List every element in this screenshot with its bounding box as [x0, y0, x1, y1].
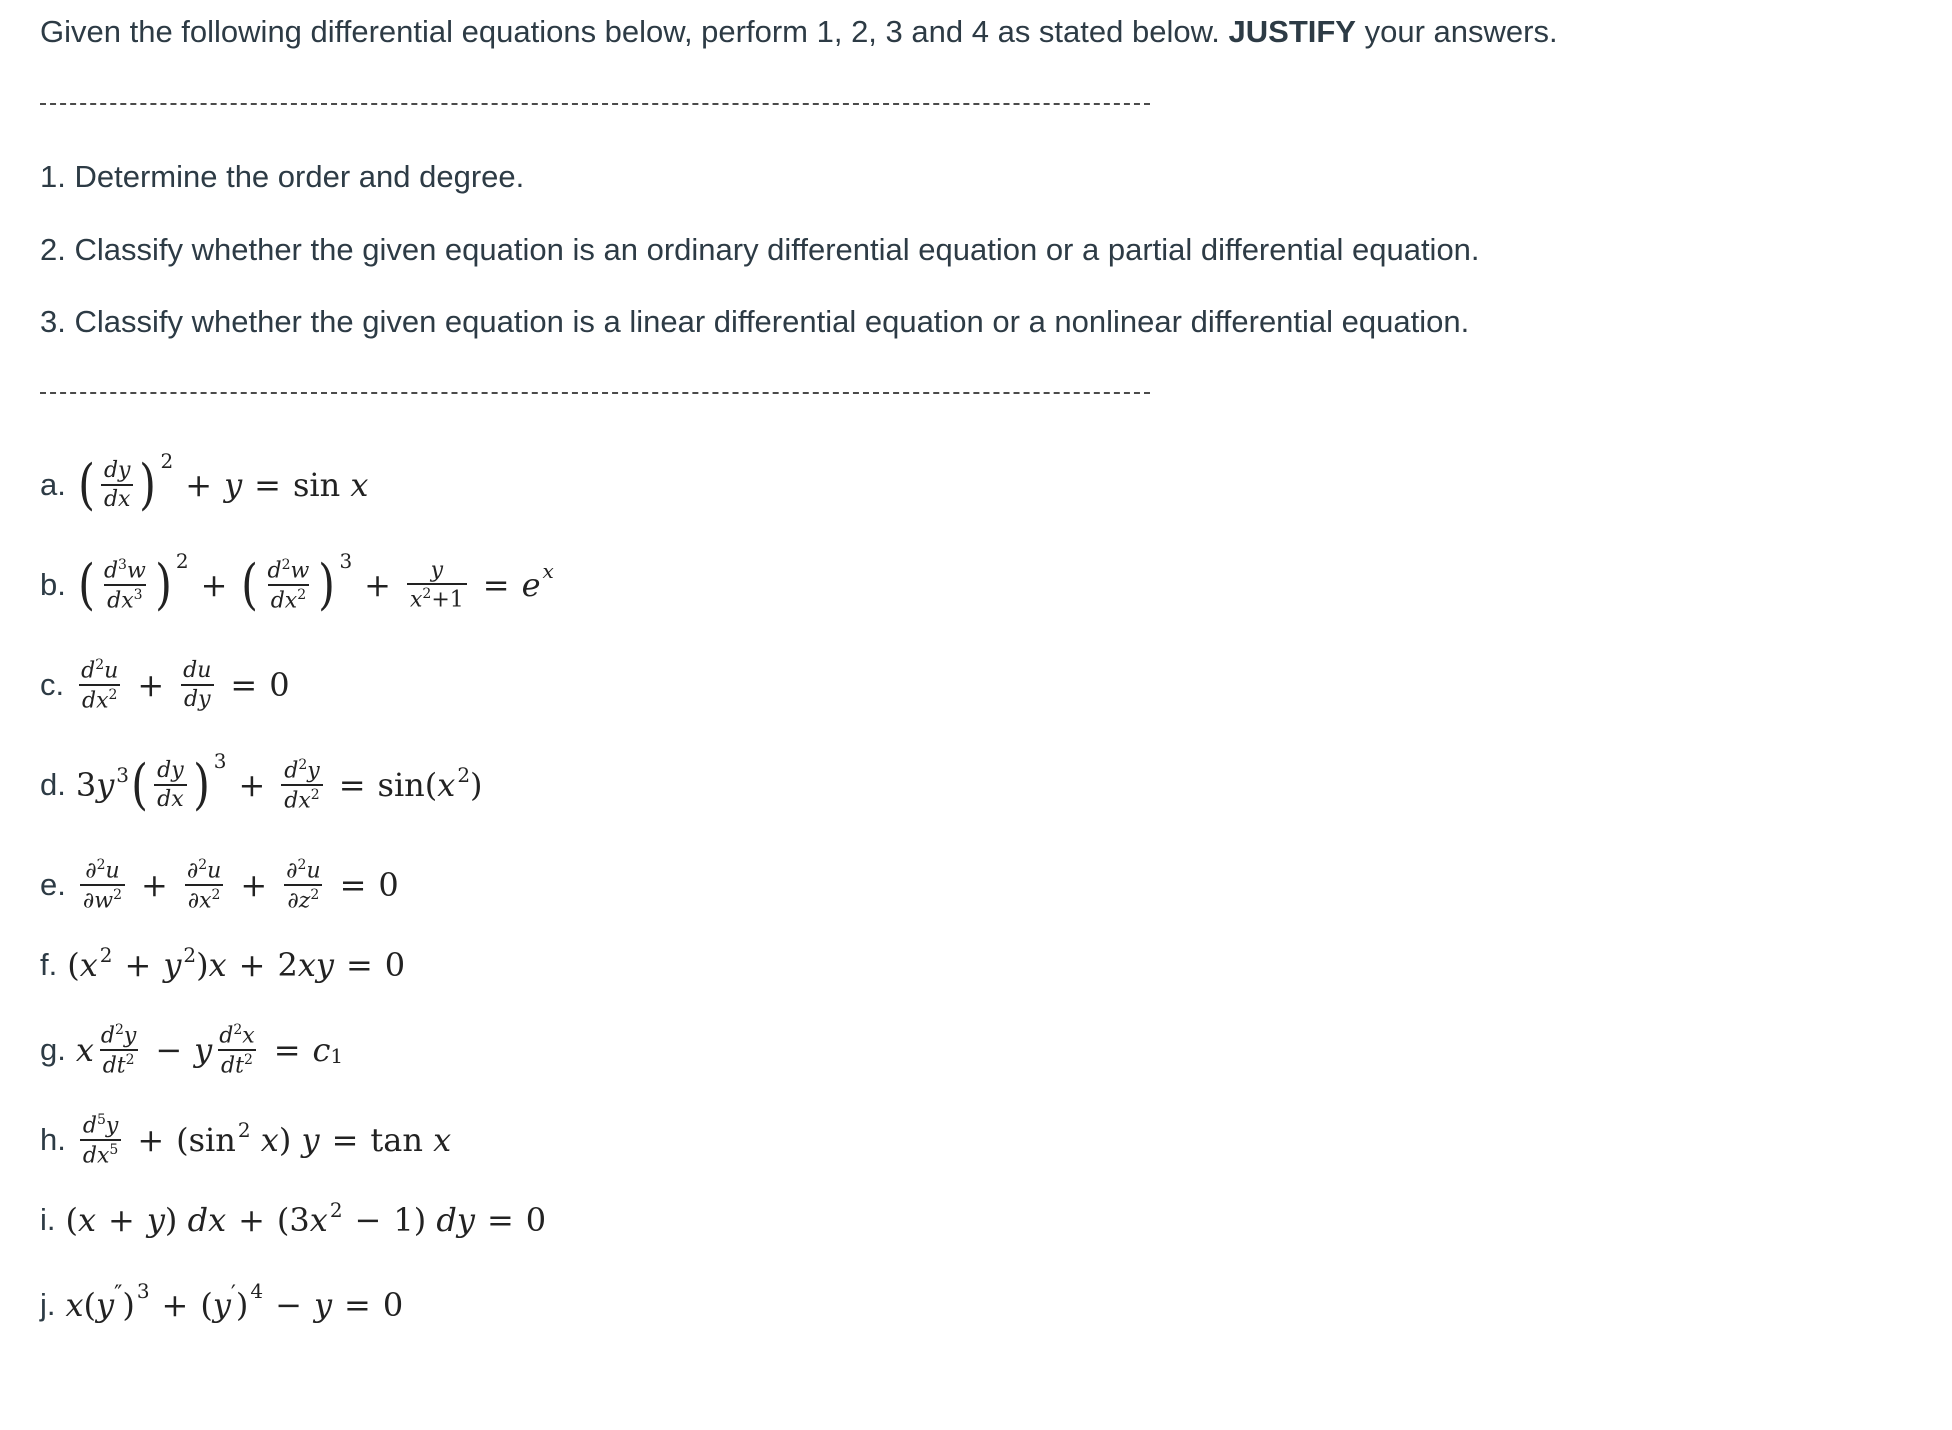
equation-h: [40, 1110, 451, 1170]
equation-math: ( x 2 + y 2 ) x + 2 xy = 0: [67, 943, 406, 984]
equation-math: ( $\frac{d^3w}{dx^3}$ ) 2 + ( $\frac{d^2w}{dx^2}$ ) 3 + $\frac{y}{x^2+1}$ = e x: [77, 549, 554, 616]
equation-math: 3 y 3 ( $\frac{dy}{dx}$ ) 3 + $\frac{d^2y}{dx^2}$ = sin( x 2 ): [75, 749, 483, 816]
equation-label: h.: [40, 1122, 66, 1157]
equation-math: x $\frac{d^2y}{dt^2}$ − y $\frac{d^2x}{dt^2}$ = c 1: [75, 1021, 344, 1078]
equation-label: d.: [40, 767, 66, 802]
equation-i: [40, 1190, 546, 1250]
equation-math: ( x + y ) dx + (3 x 2 − 1) dy = 0: [65, 1198, 547, 1239]
equation-math: $\frac{d^5y}{dx^5}$ + (sin 2 x ) y = tan x: [76, 1110, 451, 1170]
instructions-text: Given the following differential equations below, perform 1, 2, 3 and 4 as stated below.: [40, 14, 1229, 49]
equation-label: e.: [40, 867, 66, 902]
equation-f: [40, 935, 405, 995]
equation-label: i.: [40, 1202, 56, 1237]
task-3: 3. Classify whether the given equation is a linear differential equation or a nonlinear differential equation.: [40, 304, 1470, 339]
equation-math: ( $\frac{dy}{dx}$ ) 2 + y = sin x: [77, 449, 369, 516]
divider-top: [40, 103, 1150, 105]
equation-d: [40, 749, 483, 816]
equation-label: b.: [40, 567, 66, 602]
task-1: 1. Determine the order and degree.: [40, 159, 525, 194]
equation-math: x ( y ″ ) 3 + ( y ′ ) 4 − y = 0: [65, 1279, 404, 1324]
instructions-emphasis: JUSTIFY: [1228, 14, 1356, 49]
equation-c: [40, 655, 290, 715]
equation-g: [40, 1020, 343, 1080]
equation-j: [40, 1275, 403, 1335]
instructions-tail: your answers.: [1355, 14, 1558, 49]
equation-math: $\frac{\partial^2u}{\partial w^2}$ + $\frac{\partial^2u}{\partial x^2}$ + $\frac{\partial^2u}{\partial z^2}$ = 0: [76, 855, 399, 915]
equation-label: c.: [40, 667, 65, 702]
divider-bottom: [40, 392, 1150, 394]
instructions: [40, 10, 1558, 54]
equation-label: j.: [40, 1287, 56, 1322]
equation-b: [40, 549, 554, 616]
equation-label: g.: [40, 1032, 66, 1067]
equation-math: $\frac{d^2u}{dx^2}$ + $\frac{du}{dy}$ = 0: [74, 655, 289, 715]
equation-e: [40, 855, 399, 915]
equation-a: [40, 449, 369, 516]
equation-label: a.: [40, 467, 66, 502]
equation-label: f.: [40, 947, 58, 982]
task-2: 2. Classify whether the given equation is an ordinary differential equation or a partial differential equation.: [40, 232, 1480, 267]
